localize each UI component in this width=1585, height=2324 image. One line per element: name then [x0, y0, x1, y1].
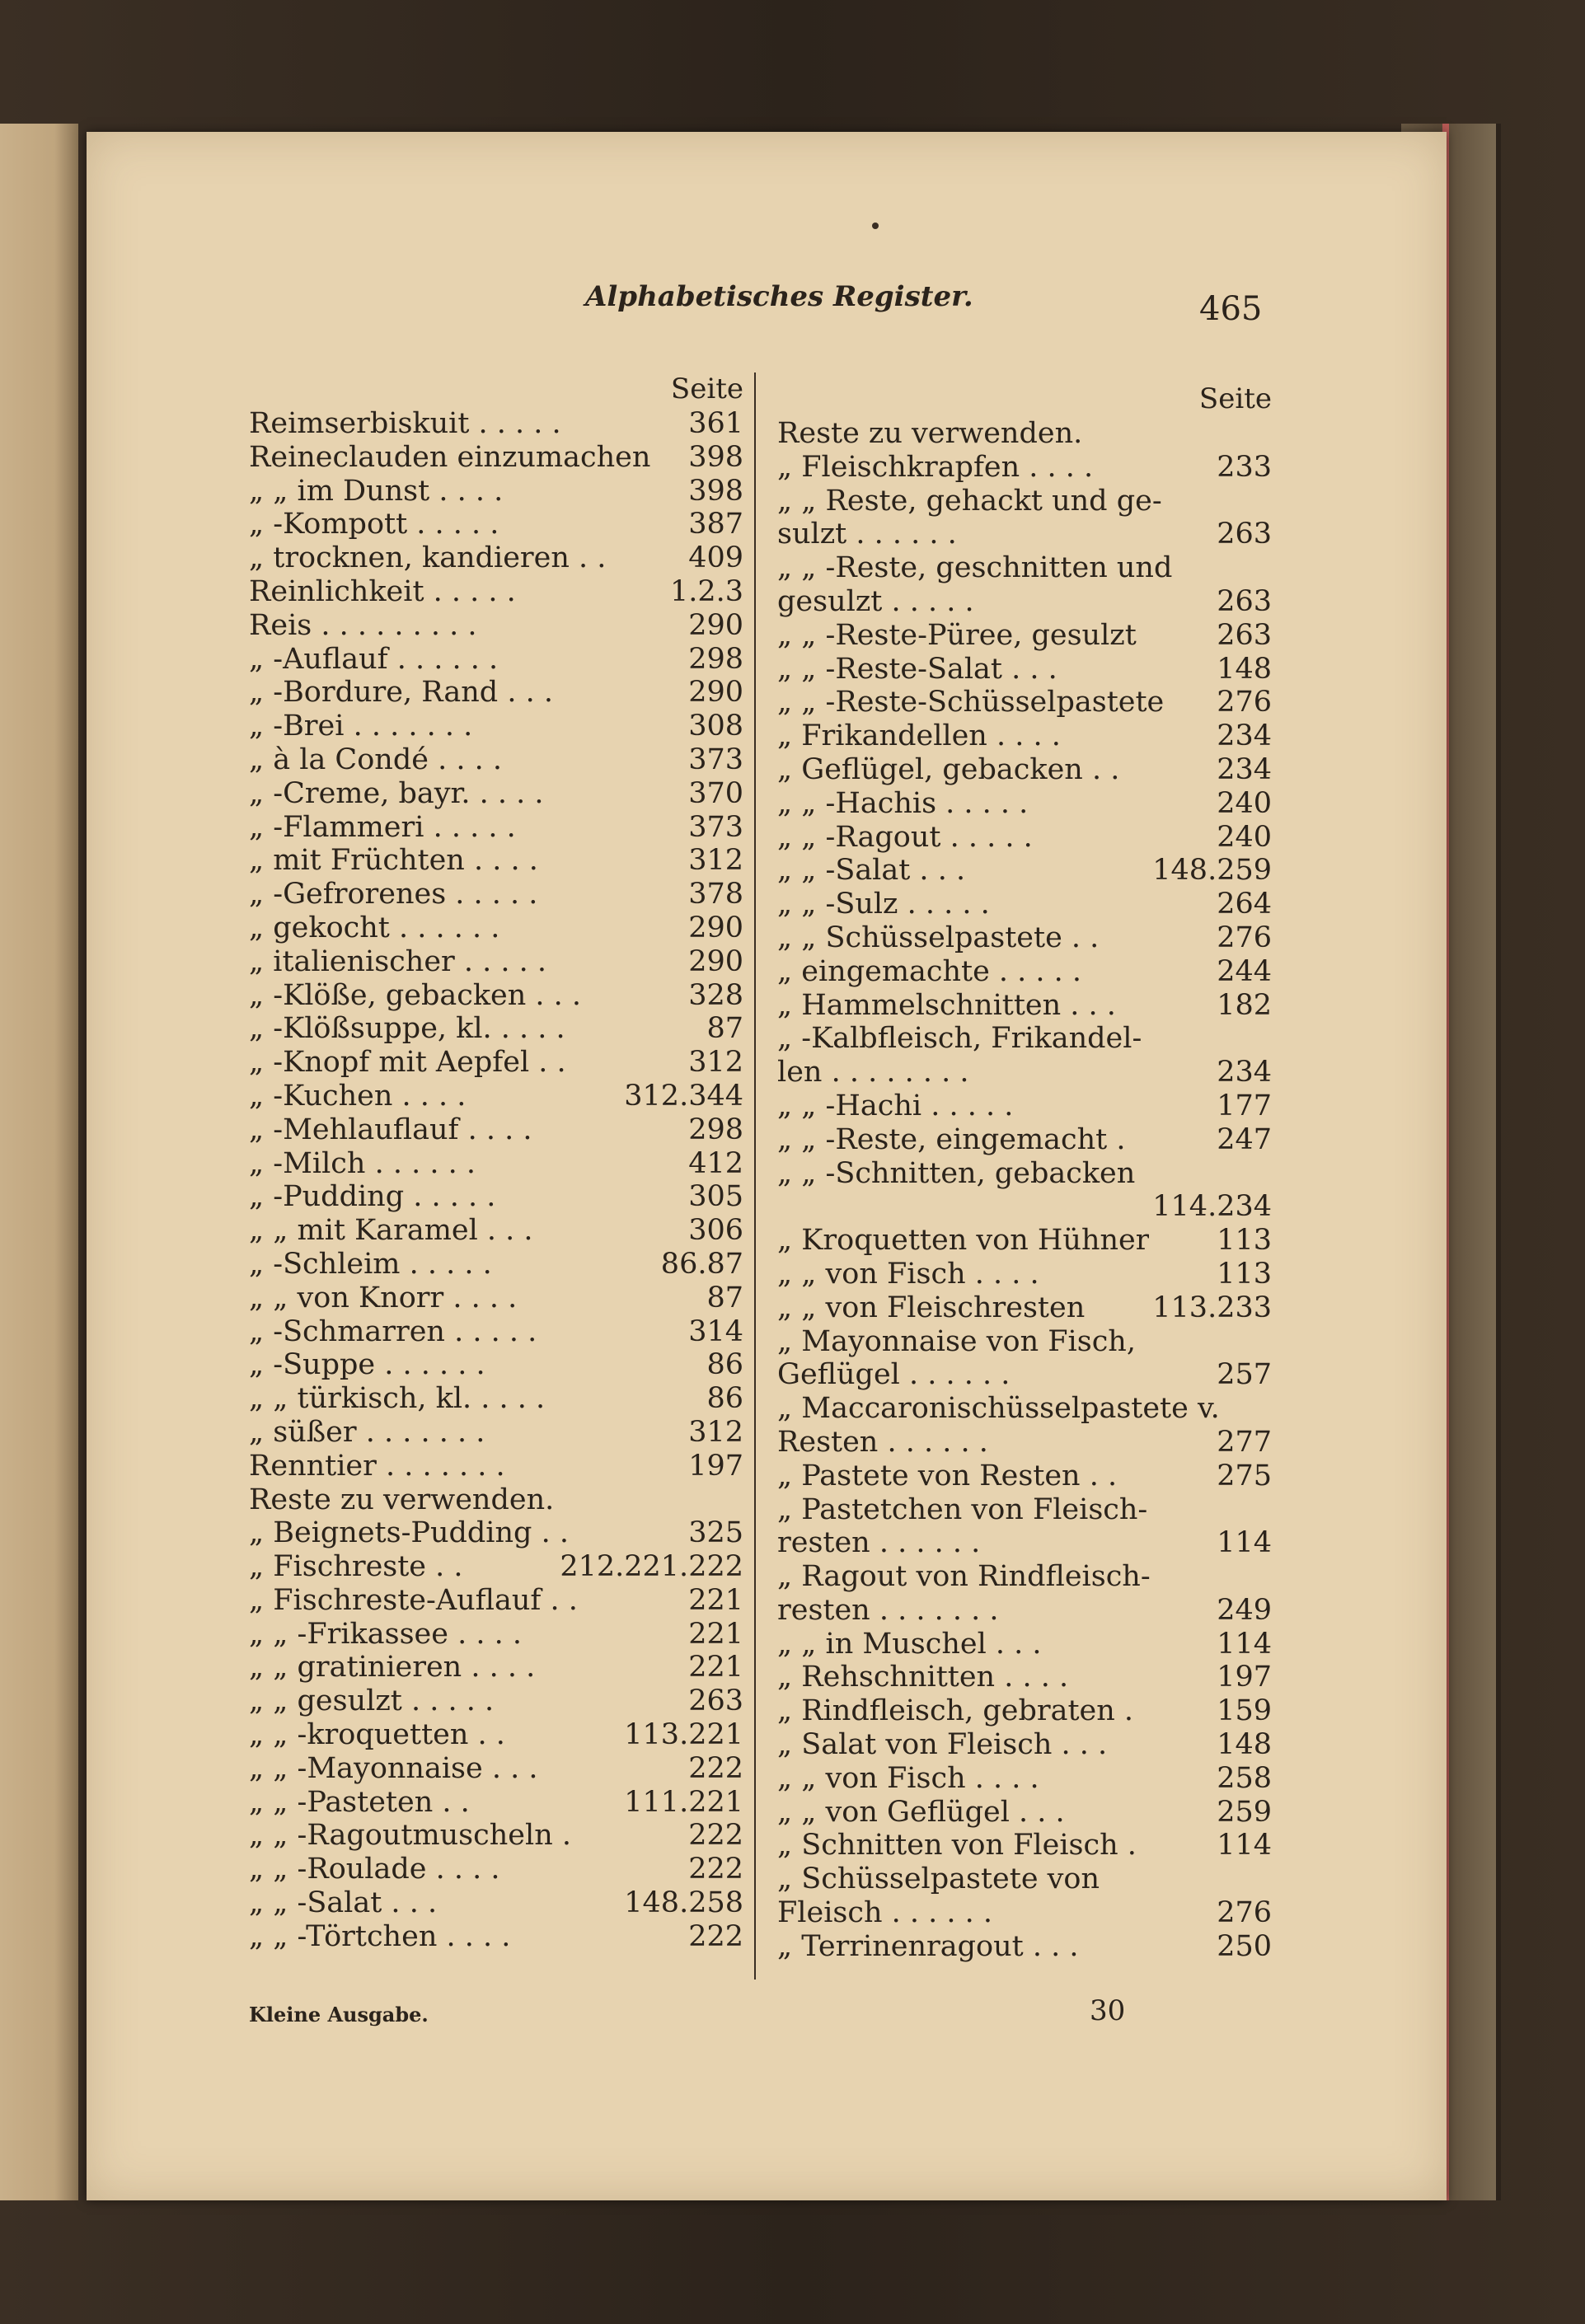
- entry-page-number: 398: [688, 440, 743, 474]
- entry-page-number: 114: [1217, 1627, 1272, 1661]
- entry-text: „ „ türkisch, kl. . . . .: [249, 1382, 546, 1416]
- entry-page-number: 312: [688, 844, 743, 878]
- index-entry: [249, 811, 743, 845]
- entry-text: Reimserbiskuit . . . . .: [249, 407, 561, 440]
- index-entry: [249, 1920, 743, 1954]
- entry-page-number: 305: [688, 1180, 743, 1214]
- entry-page-number: 370: [688, 776, 743, 810]
- entry-text: resten . . . . . . .: [777, 1593, 999, 1627]
- entry-page-number: 113.221: [624, 1718, 743, 1752]
- index-entry: [249, 878, 743, 911]
- entry-list-right: [777, 417, 1272, 1964]
- entry-list-left: [249, 407, 743, 1954]
- entry-text: „ Pastete von Resten . .: [777, 1459, 1118, 1492]
- entry-page-number: 412: [688, 1146, 743, 1180]
- entry-page-number: 222: [688, 1751, 743, 1785]
- index-entry: [777, 1526, 1272, 1560]
- entry-text: „ -Knopf mit Aepfel . .: [249, 1046, 566, 1080]
- index-entry: [777, 1560, 1272, 1594]
- index-entry: [777, 1796, 1272, 1830]
- entry-text: „ -Mehlauflauf . . . .: [249, 1113, 532, 1146]
- entry-text: „ Rindfleisch, gebraten .: [777, 1694, 1134, 1728]
- entry-text: „ „ von Fleischresten: [777, 1291, 1086, 1324]
- entry-text: „ „ Reste, gehackt und ge-: [777, 484, 1162, 518]
- entry-page-number: 409: [688, 541, 743, 575]
- entry-text: Geflügel . . . . . .: [777, 1358, 1011, 1392]
- entry-text: „ „ -Ragout . . . . .: [777, 820, 1033, 854]
- index-entry: [777, 1089, 1272, 1123]
- entry-page-number: 148: [1217, 1728, 1272, 1762]
- index-column-left: [249, 371, 743, 1954]
- entry-page-number: 212.221.222: [560, 1550, 743, 1584]
- entry-text: „ „ -Hachis . . . . .: [777, 786, 1029, 820]
- index-entry: [249, 508, 743, 541]
- entry-text: „ Fischreste-Auflauf . .: [249, 1583, 578, 1617]
- entry-text: „ -Bordure, Rand . . .: [249, 676, 553, 710]
- index-entry: [777, 921, 1272, 955]
- index-entry: [249, 441, 743, 475]
- entry-text: „ „ -Salat . . .: [777, 854, 966, 888]
- index-entry: [777, 619, 1272, 653]
- entry-page-number: 328: [688, 978, 743, 1012]
- index-entry: [249, 1113, 743, 1147]
- index-entry: [249, 1819, 743, 1853]
- index-entry: [249, 1147, 743, 1181]
- entry-text: „ „ -Salat . . .: [249, 1886, 438, 1920]
- previous-page-edge: [0, 124, 78, 2200]
- entry-page-number: [1267, 1157, 1272, 1191]
- index-entry: [249, 1248, 743, 1281]
- entry-text: „ „ -Mayonnaise . . .: [249, 1751, 538, 1785]
- entry-page-number: 240: [1217, 786, 1272, 820]
- entry-page-number: 373: [688, 810, 743, 844]
- entry-page-number: 276: [1217, 921, 1272, 954]
- entry-text: Reste zu verwenden.: [777, 417, 1083, 450]
- entry-page-number: 197: [688, 1449, 743, 1483]
- entry-text: „ -Kompott . . . . .: [249, 508, 499, 541]
- entry-text: „ Geflügel, gebacken . .: [777, 752, 1120, 786]
- entry-page-number: 159: [1217, 1694, 1272, 1728]
- ink-dot: [872, 223, 879, 229]
- index-entry: [777, 888, 1272, 921]
- entry-page-number: 290: [688, 676, 743, 710]
- entry-page-number: 148: [1217, 652, 1272, 686]
- index-entry: [777, 1728, 1272, 1762]
- index-entry: [777, 686, 1272, 719]
- entry-text: „ Maccaronischüsselpastete v.: [777, 1392, 1220, 1426]
- entry-page-number: 240: [1217, 820, 1272, 854]
- index-entry: [249, 1516, 743, 1550]
- index-entry: [777, 417, 1272, 451]
- entry-page-number: 263: [1217, 618, 1272, 652]
- index-entry: [777, 1896, 1272, 1930]
- entry-text: „ „ von Geflügel . . .: [777, 1795, 1065, 1829]
- entry-text: „ Schüsselpastete von: [777, 1862, 1100, 1896]
- entry-text: „ -Pudding . . . . .: [249, 1180, 496, 1214]
- entry-page-number: 113: [1217, 1224, 1272, 1258]
- entry-text: „ „ in Muschel . . .: [777, 1627, 1042, 1661]
- entry-page-number: 276: [1217, 686, 1272, 719]
- entry-text: „ italienischer . . . . .: [249, 944, 547, 978]
- entry-text: „ „ im Dunst . . . .: [249, 474, 504, 508]
- entry-text: „ Fischreste . .: [249, 1550, 463, 1584]
- entry-page-number: 113: [1217, 1257, 1272, 1291]
- index-entry: [249, 1416, 743, 1450]
- entry-page-number: 244: [1217, 954, 1272, 988]
- index-entry: [249, 1483, 743, 1517]
- index-entry: [777, 653, 1272, 686]
- index-entry: [777, 955, 1272, 989]
- index-entry: [777, 518, 1272, 551]
- entry-page-number: 259: [1217, 1795, 1272, 1829]
- entry-page-number: 148.258: [624, 1886, 743, 1920]
- index-entry: [249, 1886, 743, 1920]
- entry-page-number: 298: [688, 642, 743, 676]
- entry-page-number: 263: [688, 1684, 743, 1718]
- index-entry: [777, 821, 1272, 855]
- entry-page-number: 114: [1217, 1526, 1272, 1560]
- index-entry: [777, 1022, 1272, 1056]
- index-entry: [777, 989, 1272, 1023]
- index-entry: [249, 710, 743, 743]
- entry-page-number: 222: [688, 1819, 743, 1853]
- entry-text: „ -Klößsuppe, kl. . . . .: [249, 1012, 565, 1046]
- index-entry: [249, 1214, 743, 1248]
- entry-page-number: 221: [688, 1583, 743, 1617]
- index-entry: [777, 1258, 1272, 1291]
- index-entry: [249, 1348, 743, 1382]
- entry-text: „ süßer . . . . . . .: [249, 1415, 485, 1449]
- entry-page-number: 182: [1217, 988, 1272, 1022]
- entry-text: „ -Suppe . . . . . .: [249, 1348, 485, 1382]
- entry-page-number: [1267, 1325, 1272, 1359]
- entry-text: „ „ -Frikassee . . . .: [249, 1617, 522, 1651]
- entry-page-number: 258: [1217, 1761, 1272, 1795]
- index-entry: [249, 1046, 743, 1080]
- index-entry: [249, 1584, 743, 1618]
- index-entry: [777, 753, 1272, 787]
- entry-text: „ -Schleim . . . . .: [249, 1247, 492, 1281]
- entry-text: „ -Kalbfleisch, Frikandel-: [777, 1022, 1142, 1056]
- entry-page-number: [1267, 417, 1272, 451]
- sheet-number: 30: [1090, 1994, 1126, 2027]
- entry-text: „ Schnitten von Fleisch .: [777, 1829, 1137, 1862]
- entry-page-number: [1267, 551, 1272, 585]
- entry-page-number: 111.221: [624, 1785, 743, 1819]
- index-entry: [249, 1382, 743, 1416]
- entry-page-number: [1267, 1022, 1272, 1056]
- index-entry: [777, 1628, 1272, 1661]
- entry-page-number: 306: [688, 1214, 743, 1248]
- index-entry: [777, 1224, 1272, 1258]
- entry-page-number: 221: [688, 1651, 743, 1684]
- entry-text: „ -Klöße, gebacken . . .: [249, 978, 582, 1012]
- entry-text: „ „ -Reste-Salat . . .: [777, 652, 1057, 686]
- entry-text: „ „ -Törtchen . . . .: [249, 1919, 511, 1953]
- entry-page-number: 1.2.3: [669, 574, 743, 608]
- entry-page-number: 86: [706, 1348, 743, 1382]
- entry-page-number: 298: [688, 1113, 743, 1146]
- index-entry: [249, 541, 743, 575]
- entry-text: sulzt . . . . . .: [777, 518, 957, 551]
- index-entry: [249, 1080, 743, 1113]
- entry-text: „ „ -Pasteten . .: [249, 1785, 470, 1819]
- entry-page-number: 197: [1217, 1661, 1272, 1694]
- index-entry: [777, 1392, 1272, 1426]
- entry-page-number: [1267, 485, 1272, 518]
- entry-page-number: 275: [1217, 1459, 1272, 1492]
- index-entry: [777, 585, 1272, 619]
- entry-page-number: 221: [688, 1617, 743, 1651]
- index-entry: [249, 676, 743, 710]
- entry-page-number: 290: [688, 608, 743, 642]
- entry-page-number: 86.87: [660, 1247, 743, 1281]
- index-column-right: [777, 371, 1272, 1964]
- entry-page-number: 148.259: [1152, 854, 1272, 888]
- entry-page-number: 277: [1217, 1425, 1272, 1459]
- index-entry: [249, 1718, 743, 1752]
- entry-page-number: 234: [1217, 1056, 1272, 1089]
- index-entry: [249, 743, 743, 777]
- entry-page-number: 249: [1217, 1593, 1272, 1627]
- entry-page-number: 114: [1217, 1829, 1272, 1862]
- entry-text: „ „ -Schnitten, gebacken: [777, 1156, 1136, 1190]
- entry-text: „ „ von Knorr . . . .: [249, 1281, 518, 1314]
- entry-text: „ „ von Fisch . . . .: [777, 1257, 1039, 1291]
- entry-text: „ gekocht . . . . . .: [249, 911, 500, 944]
- index-entry: [249, 945, 743, 979]
- index-entry: [777, 1426, 1272, 1460]
- index-entry: [777, 1123, 1272, 1157]
- entry-page-number: 314: [688, 1314, 743, 1348]
- entry-text: „ Beignets-Pudding . .: [249, 1516, 569, 1550]
- entry-text: „ mit Früchten . . . .: [249, 844, 538, 878]
- entry-text: „ Pastetchen von Fleisch-: [777, 1492, 1148, 1526]
- index-entry: [249, 777, 743, 811]
- entry-text: „ „ -Hachi . . . . .: [777, 1089, 1014, 1122]
- entry-text: resten . . . . . .: [777, 1526, 981, 1560]
- entry-page-number: 113.233: [1152, 1291, 1272, 1324]
- index-entry: [777, 787, 1272, 821]
- entry-text: „ -Auflauf . . . . . .: [249, 642, 499, 676]
- entry-text: „ Ragout von Rindfleisch-: [777, 1560, 1151, 1594]
- entry-page-number: 312: [688, 1415, 743, 1449]
- entry-text: „ „ -Reste-Püree, gesulzt: [777, 618, 1137, 652]
- entry-page-number: 257: [1217, 1358, 1272, 1392]
- entry-text: „ eingemachte . . . . .: [777, 954, 1082, 988]
- entry-text: „ Kroquetten von Hühner: [777, 1224, 1150, 1258]
- entry-text: Reineclauden einzumachen: [249, 440, 651, 474]
- index-entry: [249, 1618, 743, 1652]
- entry-text: „ Fleischkrapfen . . . .: [777, 450, 1094, 484]
- index-entry: [777, 1862, 1272, 1896]
- entry-page-number: 86: [706, 1382, 743, 1416]
- index-entry: [249, 609, 743, 643]
- entry-page-number: 263: [1217, 518, 1272, 551]
- entry-page-number: 276: [1217, 1896, 1272, 1930]
- index-entry: [249, 1180, 743, 1214]
- entry-page-number: 87: [706, 1012, 743, 1046]
- index-entry: [777, 1694, 1272, 1728]
- index-entry: [249, 1450, 743, 1483]
- entry-page-number: 290: [688, 911, 743, 944]
- entry-text: „ „ gesulzt . . . . .: [249, 1684, 495, 1718]
- index-entry: [777, 551, 1272, 585]
- entry-text: „ „ mit Karamel . . .: [249, 1214, 533, 1248]
- entry-text: „ „ -Ragoutmuscheln .: [249, 1819, 571, 1853]
- index-entry: [249, 1786, 743, 1820]
- entry-text: „ -Brei . . . . . . .: [249, 710, 473, 743]
- entry-text: „ Mayonnaise von Fisch,: [777, 1324, 1136, 1358]
- entry-text: „ „ von Fisch . . . .: [777, 1761, 1039, 1795]
- entry-text: Renntier . . . . . . .: [249, 1449, 505, 1483]
- entry-text: Reste zu verwenden.: [249, 1483, 555, 1516]
- entry-text: Reis . . . . . . . . .: [249, 608, 477, 642]
- index-entry: [249, 1752, 743, 1786]
- index-entry: [249, 475, 743, 508]
- index-entry: [249, 407, 743, 441]
- entry-page-number: 247: [1217, 1122, 1272, 1156]
- entry-page-number: [1267, 1560, 1272, 1594]
- index-entry: [249, 844, 743, 878]
- entry-page-number: 234: [1217, 719, 1272, 753]
- entry-page-number: 398: [688, 474, 743, 508]
- index-entry: [777, 1291, 1272, 1325]
- entry-page-number: 222: [688, 1853, 743, 1886]
- index-entry: [777, 1493, 1272, 1527]
- entry-page-number: [1267, 1392, 1272, 1426]
- entry-page-number: 290: [688, 944, 743, 978]
- entry-page-number: 373: [688, 743, 743, 776]
- index-entry: [777, 1190, 1272, 1224]
- entry-text: „ „ -kroquetten . .: [249, 1718, 505, 1752]
- index-entry: [777, 1762, 1272, 1796]
- index-entry: [777, 1056, 1272, 1089]
- entry-text: „ „ -Reste, eingemacht .: [777, 1122, 1126, 1156]
- entry-text: „ „ -Sulz . . . . .: [777, 888, 990, 921]
- entry-text: „ „ -Reste-Schüsselpastete: [777, 686, 1165, 719]
- entry-text: „ Hammelschnitten . . .: [777, 988, 1116, 1022]
- index-entry: [249, 979, 743, 1013]
- index-entry: [777, 485, 1272, 518]
- entry-page-number: 87: [706, 1281, 743, 1314]
- index-entry: [249, 1012, 743, 1046]
- index-entry: [777, 1157, 1272, 1191]
- index-entry: [777, 1661, 1272, 1694]
- column-divider: [754, 372, 756, 1980]
- entry-page-number: 222: [688, 1919, 743, 1953]
- footer-signature: Kleine Ausgabe.: [249, 2003, 429, 2026]
- entry-page-number: 264: [1217, 888, 1272, 921]
- page-number: 465: [1199, 290, 1263, 328]
- entry-text: „ trocknen, kandieren . .: [249, 541, 607, 575]
- index-entry: [777, 854, 1272, 888]
- entry-page-number: 177: [1217, 1089, 1272, 1122]
- index-entry: [249, 911, 743, 945]
- entry-text: gesulzt . . . . .: [777, 584, 974, 618]
- entry-text: „ à la Condé . . . .: [249, 743, 502, 776]
- index-entry: [777, 1358, 1272, 1392]
- entry-page-number: [739, 1483, 743, 1517]
- column-heading: Seite: [1198, 382, 1272, 415]
- entry-text: „ Frikandellen . . . .: [777, 719, 1061, 753]
- entry-text: „ -Schmarren . . . . .: [249, 1314, 537, 1348]
- entry-page-number: 361: [688, 407, 743, 440]
- entry-page-number: [1267, 1862, 1272, 1896]
- entry-text: Resten . . . . . .: [777, 1425, 988, 1459]
- entry-page-number: 387: [688, 508, 743, 541]
- entry-page-number: 234: [1217, 752, 1272, 786]
- entry-text: Reinlichkeit . . . . .: [249, 574, 516, 608]
- index-entry: [249, 1281, 743, 1315]
- entry-text: „ Terrinenragout . . .: [777, 1929, 1079, 1963]
- index-entry: [249, 643, 743, 677]
- index-entry: [249, 1684, 743, 1718]
- entry-text: „ -Kuchen . . . .: [249, 1079, 467, 1113]
- index-entry: [249, 575, 743, 609]
- column-heading: Seite: [670, 372, 743, 405]
- entry-page-number: 312.344: [624, 1079, 743, 1113]
- running-header-title: Alphabetisches Register.: [585, 280, 973, 313]
- entry-text: len . . . . . . . .: [777, 1056, 969, 1089]
- index-entry: [777, 1930, 1272, 1964]
- entry-page-number: 308: [688, 710, 743, 743]
- entry-page-number: 325: [688, 1516, 743, 1550]
- index-entry: [777, 451, 1272, 485]
- index-entry: [777, 1829, 1272, 1862]
- index-entry: [777, 1325, 1272, 1359]
- entry-page-number: 233: [1217, 450, 1272, 484]
- entry-text: „ Rehschnitten . . . .: [777, 1661, 1069, 1694]
- entry-text: „ -Creme, bayr. . . . .: [249, 776, 544, 810]
- entry-page-number: 114.234: [1152, 1190, 1272, 1224]
- entry-text: Fleisch . . . . . .: [777, 1896, 992, 1930]
- entry-text: „ -Flammeri . . . . .: [249, 810, 516, 844]
- entry-page-number: 312: [688, 1046, 743, 1080]
- entry-text: „ -Milch . . . . . .: [249, 1146, 476, 1180]
- index-entry: [249, 1853, 743, 1886]
- entry-page-number: 378: [688, 878, 743, 911]
- entry-text: „ „ -Roulade . . . .: [249, 1853, 500, 1886]
- entry-text: „ „ -Reste, geschnitten und: [777, 551, 1173, 585]
- index-entry: [777, 1460, 1272, 1493]
- entry-text: „ „ gratinieren . . . .: [249, 1651, 536, 1684]
- index-entry: [777, 1594, 1272, 1628]
- index-entry: [249, 1550, 743, 1584]
- entry-page-number: [1267, 1493, 1272, 1527]
- index-entry: [249, 1315, 743, 1349]
- entry-text: „ „ Schüsselpastete . .: [777, 921, 1100, 954]
- index-entry: [777, 719, 1272, 753]
- entry-text: „ -Gefrorenes . . . . .: [249, 878, 538, 911]
- entry-page-number: 263: [1217, 584, 1272, 618]
- entry-page-number: 250: [1217, 1929, 1272, 1963]
- index-entry: [249, 1651, 743, 1684]
- entry-text: „ Salat von Fleisch . . .: [777, 1728, 1108, 1762]
